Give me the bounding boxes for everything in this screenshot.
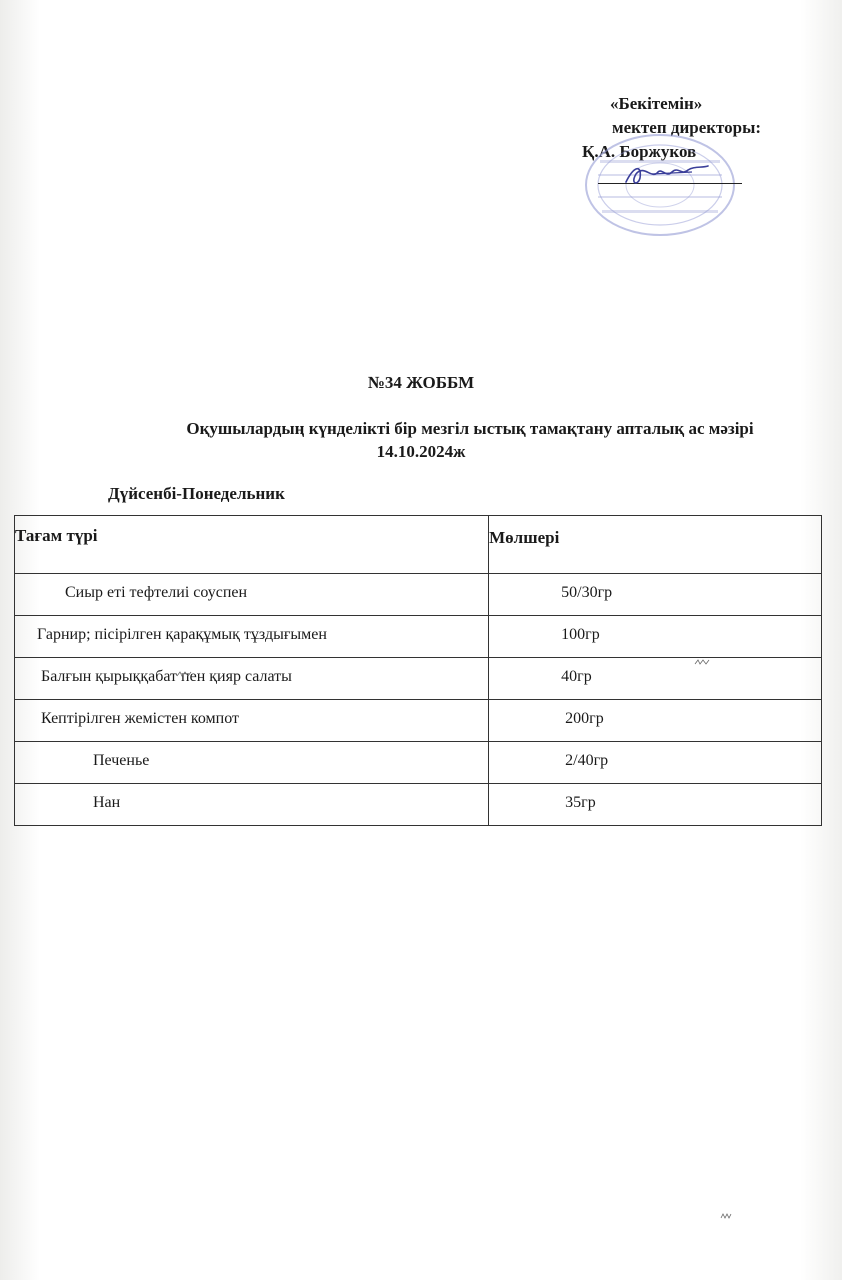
dish-cell xyxy=(15,616,489,658)
quantity-cell xyxy=(489,574,822,616)
menu-table xyxy=(14,515,822,826)
table-row xyxy=(15,616,822,658)
school-name: №34 ЖОББМ xyxy=(367,373,475,392)
quantity-cell xyxy=(489,700,822,742)
scan-mark xyxy=(720,1212,732,1220)
table-row xyxy=(15,574,822,616)
dish-quantity: 35гр xyxy=(565,794,596,811)
table-row xyxy=(15,700,822,742)
approval-heading: «Бекітемін» xyxy=(610,94,703,113)
dish-name: Кептірілген жемістен компот xyxy=(41,710,240,727)
column-header-quantity: Мөлшері xyxy=(489,516,822,574)
menu-date: 14.10.2024ж xyxy=(376,442,466,461)
column-header-dish: Тағам түрі xyxy=(15,516,489,574)
table-header-row xyxy=(15,516,822,574)
dish-cell xyxy=(15,658,489,700)
dish-name: Гарнир; пісірілген қарақұмық тұздығымен xyxy=(37,626,327,643)
approval-position: мектеп директоры: xyxy=(612,118,762,137)
menu-title: Оқушылардың күнделікті бір мезгіл ыстық тамақтану апталық ас мәзірі xyxy=(186,419,754,438)
quantity-cell xyxy=(489,742,822,784)
dish-name: Печенье xyxy=(93,752,150,769)
quantity-cell xyxy=(489,784,822,826)
table-row xyxy=(15,784,822,826)
scan-mark xyxy=(176,670,192,678)
dish-cell xyxy=(15,742,489,784)
director-signature xyxy=(622,160,712,188)
dish-quantity: 50/30гр xyxy=(561,584,613,601)
dish-name: Сиыр еті тефтелиі соуспен xyxy=(65,584,248,601)
dish-name: Нан xyxy=(93,794,121,811)
dish-quantity: 200гр xyxy=(565,710,604,727)
quantity-cell xyxy=(489,616,822,658)
approval-director-name: Қ.А. Боржуков xyxy=(582,142,697,161)
dish-quantity: 2/40гр xyxy=(565,752,609,769)
dish-cell xyxy=(15,700,489,742)
dish-name: Балғын қырыққабат пен қияр салаты xyxy=(41,668,292,685)
dish-quantity: 100гр xyxy=(561,626,600,643)
dish-cell xyxy=(15,574,489,616)
dish-quantity: 40гр xyxy=(561,668,592,685)
quantity-cell xyxy=(489,658,822,700)
scan-mark xyxy=(694,658,710,666)
menu-day: Дүйсенбі-Понедельник xyxy=(108,484,285,503)
dish-cell xyxy=(15,784,489,826)
table-row xyxy=(15,742,822,784)
